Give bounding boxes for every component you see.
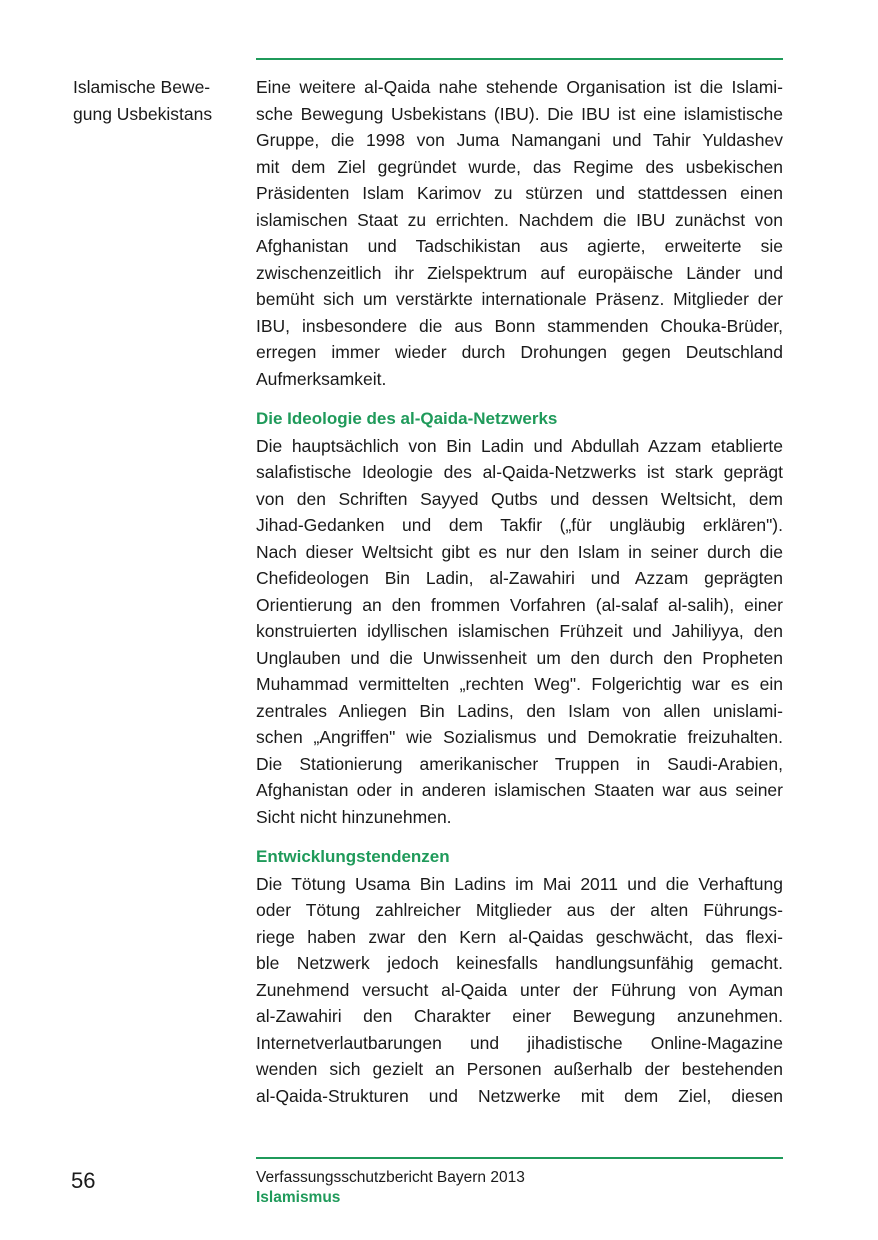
text-line: Die hauptsächlich von Bin Ladin und Abdullah Azzam etablierte (256, 435, 783, 456)
text-line: IBU, insbesondere die aus Bonn stammenden Chouka-Brüder, (256, 315, 783, 336)
footer-section-title: Islamismus (256, 1189, 341, 1206)
text-line: von den Schriften Sayyed Qutbs und dessen Weltsicht, dem (256, 488, 783, 509)
text-line: Muhammad vermittelten „rechten Weg". Folgerichtig war es ein (256, 674, 783, 694)
margin-note-line: Islamische Bewe- (73, 77, 211, 97)
main-text (256, 74, 783, 1109)
text-line: al-Zawahiri den Charakter einer Bewegung anzunehmen. (256, 1006, 783, 1026)
bottom-rule (256, 1157, 783, 1159)
text-line: ble Netzwerk jedoch keinesfalls handlungsunfähig gemacht. (256, 953, 783, 973)
intro-paragraph (256, 74, 783, 392)
text-line: zentrales Anliegen Bin Ladins, den Islam von allen unislami- (256, 700, 783, 721)
text-line: Unglauben und die Unwissenheit um den durch den Propheten (256, 647, 783, 668)
text-line: al-Qaida-Strukturen und Netzwerke mit dem Ziel, diesen (256, 1085, 783, 1106)
ideology-paragraph (256, 433, 783, 831)
top-rule (256, 58, 783, 60)
text-line: sche Bewegung Usbekistans (IBU). Die IBU ist eine islamistische (256, 103, 783, 124)
text-line: konstruierten idyllischen islamischen Frühzeit und Jahiliyya, den (256, 621, 783, 641)
text-line: Afghanistan oder in anderen islamischen Staaten war aus seiner (256, 780, 783, 800)
text-line: Die Tötung Usama Bin Ladins im Mai 2011 und die Verhaftung (256, 873, 783, 894)
text-line: Internetverlautbarungen und jihadistische Online-Magazine (256, 1032, 783, 1053)
text-line: salafistische Ideologie des al-Qaida-Netzwerks ist stark geprägt (256, 462, 783, 482)
text-line: Eine weitere al-Qaida nahe stehende Organisation ist die Islami- (256, 77, 783, 97)
text-line: bemüht sich um verstärkte internationale Präsenz. Mitglieder der (256, 289, 783, 309)
text-line: Präsidenten Islam Karimov zu stürzen und stattdessen einen (256, 183, 783, 203)
text-line: riege haben zwar den Kern al-Qaidas geschwächt, das flexi- (256, 926, 783, 947)
text-line: oder Tötung zahlreicher Mitglieder aus der alten Führungs- (256, 900, 783, 920)
text-line: mit dem Ziel gegründet wurde, das Regime des usbekischen (256, 156, 783, 177)
margin-note-line: gung Usbekistans (73, 103, 213, 124)
text-line: Aufmerksamkeit. (256, 368, 387, 389)
text-line: Jihad-Gedanken und dem Takfir („für ungläubig erklären"). (256, 515, 783, 535)
footer (256, 1168, 525, 1208)
text-line: Afghanistan und Tadschikistan aus agierte, erweiterte sie (256, 236, 783, 256)
section-heading-ideology: Die Ideologie des al-Qaida-Netzwerks (256, 409, 558, 428)
section-heading-trends: Entwicklungstendenzen (256, 847, 450, 866)
trends-paragraph (256, 871, 783, 1110)
margin-note (73, 74, 243, 127)
text-line: erregen immer wieder durch Drohungen gegen Deutschland (256, 342, 783, 362)
text-line: Zunehmend versucht al-Qaida unter der Führung von Ayman (256, 979, 783, 1000)
text-line: wenden sich gezielt an Personen außerhalb der bestehenden (256, 1059, 783, 1079)
text-line: Gruppe, die 1998 von Juma Namangani und Tahir Yuldashev (256, 130, 783, 150)
text-line: Nach dieser Weltsicht gibt es nur den Islam in seiner durch die (256, 541, 783, 562)
text-line: Sicht nicht hinzunehmen. (256, 806, 452, 827)
text-line: Die Stationierung amerikanischer Truppen in Saudi-Arabien, (256, 753, 783, 774)
page-number: 56 (71, 1168, 96, 1193)
text-line: Chefideologen Bin Ladin, al-Zawahiri und Azzam geprägten (256, 568, 783, 588)
text-line: islamischen Staat zu errichten. Nachdem die IBU zunächst von (256, 209, 783, 230)
footer-publication-title: Verfassungsschutzbericht Bayern 2013 (256, 1169, 525, 1186)
text-line: Orientierung an den frommen Vorfahren (al-salaf al-salih), einer (256, 594, 783, 615)
text-line: zwischenzeitlich ihr Zielspektrum auf europäische Länder und (256, 262, 783, 283)
text-line: schen „Angriffen" wie Sozialismus und Demokratie freizuhalten. (256, 727, 783, 747)
